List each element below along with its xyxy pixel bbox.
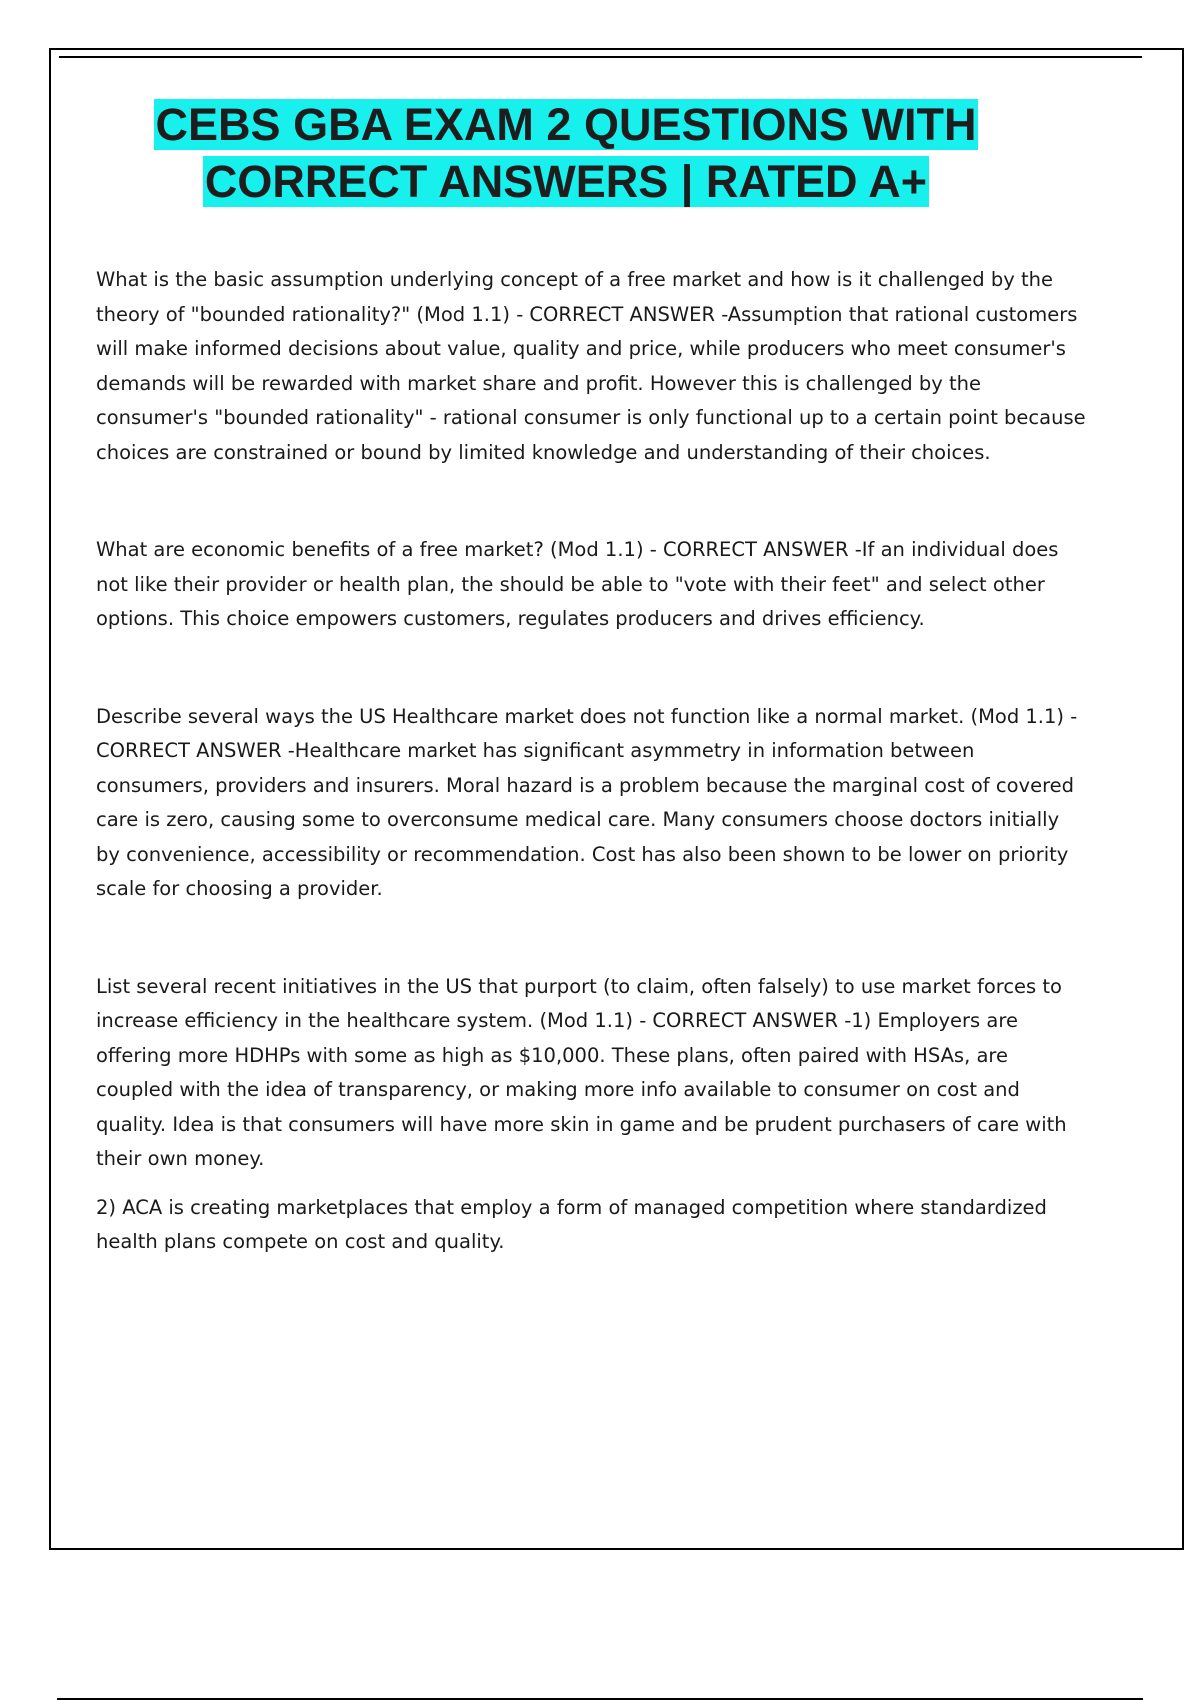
- qa-text: What are economic benefits of a free market? (Mod 1.1) - CORRECT ANSWER -If an individual does not like their provider or health plan, the should be able to "vote with their feet" and select other options. This choice empowers customers, regulates producers and drives efficiency.: [96, 538, 1059, 630]
- qa-continuation: 2) ACA is creating marketplaces that employ a form of managed competition where standardized health plans compete on cost and quality.: [96, 1195, 1047, 1253]
- qa-text: What is the basic assumption underlying concept of a free market and how is it challenged by the theory of "bounded rationality?" (Mod 1.1) - CORRECT ANSWER -Assumption that rational customers will make informed decisions about value, quality and price, while producers who meet consumer's demands will be rewarded with market share and profit. However this is challenged by the consumer's "bounded rationality" - rational consumer is only functional up to a certain point because choices are constrained or bound by limited knowledge and understanding of their choices.: [96, 268, 1086, 464]
- document-body: [96, 263, 1088, 1260]
- qa-item: [96, 700, 1088, 907]
- top-rule: [59, 56, 1142, 58]
- qa-item: [96, 533, 1088, 637]
- qa-item: [96, 263, 1088, 470]
- document-title: [100, 96, 1032, 210]
- title-line-1: CEBS GBA EXAM 2 QUESTIONS WITH: [155, 99, 977, 150]
- qa-text: List several recent initiatives in the US that purport (to claim, often falsely) to use market forces to increase efficiency in the healthcare system. (Mod 1.1) - CORRECT ANSWER -1) Employers are offering more HDHPs with some as high as $10,000. These plans, often paired with HSAs, are coupled with the idea of transparency, or making more info available to consumer on cost and quality. Idea is that consumers will have more skin in game and be prudent purchasers of care with their own money.: [96, 974, 1067, 1170]
- qa-text: Describe several ways the US Healthcare market does not function like a normal market. (Mod 1.1) - CORRECT ANSWER -Healthcare market has significant asymmetry in information between consumers, providers and insurers. Moral hazard is a problem because the marginal cost of covered care is zero, causing some to overconsume medical care. Many consumers choose doctors initially by convenience, accessibility or recommendation. Cost has also been shown to be lower on priority scale for choosing a provider.: [96, 704, 1078, 900]
- qa-item: [96, 970, 1088, 1177]
- title-line-2: CORRECT ANSWERS | RATED A+: [204, 156, 928, 207]
